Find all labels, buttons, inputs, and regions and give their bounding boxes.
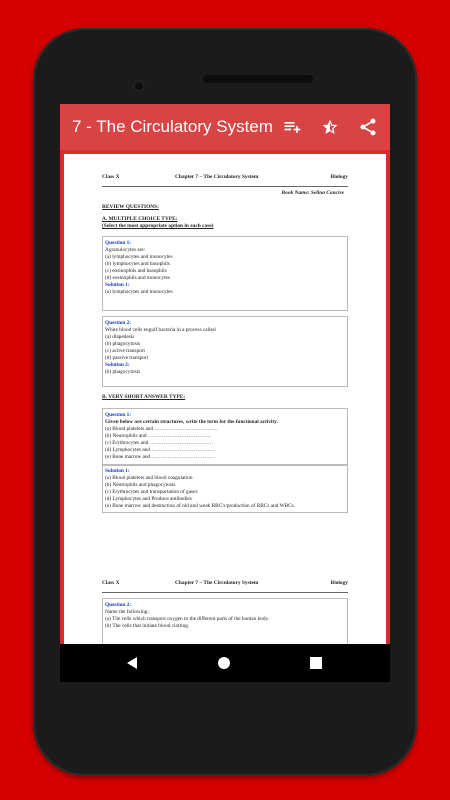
question-label: Question 2: [105,602,132,608]
solution-item: (a) Blood platelets and blood coagulation [105,475,193,481]
add-to-playlist-icon[interactable] [280,115,304,139]
blank-item: (c) Erythrocytes and ……………………………… [105,440,214,446]
solution-label: Solution 1: [105,282,130,288]
solution-item: (d) Lymphocytes and Produce antibodies [105,496,192,502]
front-camera [133,80,145,92]
book-name: Book Name: Selina Concise [281,190,344,196]
solution-item: (c) Erythrocytes and transportation of gases [105,489,198,495]
option: (b) lymphocytes and basophils [105,261,170,267]
app-bar [60,104,390,150]
header-chapter: Chapter 7 – The Circulatory System [175,580,259,586]
review-heading: REVIEW QUESTIONS: [102,204,159,210]
option: (d) eosinophils and monocytes [105,275,170,281]
header-class: Class X [102,580,120,586]
blank-item: (d) Lymphocytes and ……………………………… [105,447,215,453]
pdf-page [64,522,386,644]
document-viewer[interactable] [60,150,390,644]
solution-label: Solution 1: [105,468,130,474]
solution-label: Solution 2: [105,362,130,368]
section-a-note: (Select the most appropriate option in each case) [102,223,214,229]
question-text: Given below are certain structures, write the term for the functional activity. [105,419,278,425]
header-subject: Biology [330,580,348,586]
question-item: (a) The cells which transport oxygen to the different parts of the human body. [105,616,270,622]
screen [60,104,390,644]
question-label: Question 1: [105,412,132,418]
header-class: Class X [102,174,120,180]
section-b-heading: B. VERY SHORT ANSWER TYPE: [102,394,186,400]
blank-item: (a) Blood platelets and ……………………………… [105,426,218,432]
share-icon[interactable] [356,115,380,139]
option: (a) diapedesis [105,334,135,340]
solution-item: (e) Bone marrow and destruction of old and weak RBC's/production of RBCs and WBCs. [105,503,296,509]
question-label: Question 2: [105,320,132,326]
back-icon[interactable] [122,653,142,673]
solution-text: (a) lymphocytes and monocytes [105,289,173,295]
page-header [102,174,348,186]
header-chapter: Chapter 7 – The Circulatory System [175,174,259,180]
option: (d) passive transport [105,355,149,361]
blank-item: (e) Bone marrow and ……………………………… [105,454,216,460]
home-icon[interactable] [214,653,234,673]
question-item: (b) The cells that initiate blood clotting. [105,623,190,629]
star-icon[interactable] [318,115,342,139]
option: (c) active transport [105,348,146,354]
solution-text: (b) phagocytosis [105,369,141,375]
question-text: Agranulocytes are: [105,247,146,253]
question-text: Name the following: [105,609,149,615]
blank-item: (b) Neutrophils and ……………………………… [105,433,212,439]
question-text: White blood cells engulf bacteria in a process called [105,327,216,333]
recents-icon[interactable] [306,653,326,673]
app-title: 7 - The Circulatory System [72,117,273,136]
navigation-bar [60,644,390,682]
header-rule [102,592,348,593]
page-header [102,580,348,592]
option: (c) eosinophils and basophils [105,268,167,274]
speaker-grille [203,75,313,83]
solution-item: (b) Neutrophils and phagocytosis [105,482,176,488]
option: (b) phagocytosis [105,341,141,347]
section-a-heading: A. MULTIPLE CHOICE TYPE: [102,216,178,222]
header-rule [102,186,348,187]
pdf-page [64,154,386,554]
header-subject: Biology [330,174,348,180]
option: (a) lymphocytes and monocytes [105,254,173,260]
question-label: Question 1: [105,240,132,246]
